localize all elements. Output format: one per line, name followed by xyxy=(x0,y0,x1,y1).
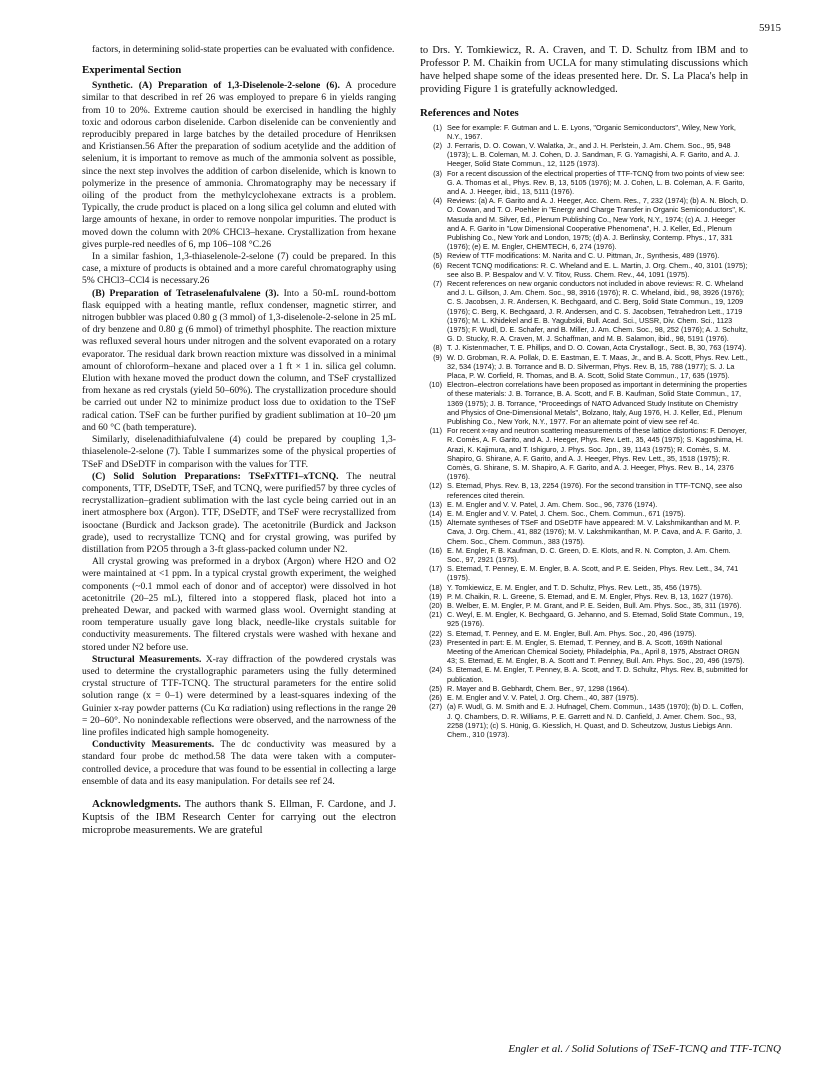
reference-number: (23) xyxy=(429,637,442,647)
intro-paragraph: factors, in determining solid-state properties can be evaluated with confidence. xyxy=(92,44,395,55)
reference-text: W. D. Grobman, R. A. Pollak, D. E. Eastman, E. T. Maas, Jr., and B. A. Scott, Phys. Rev. Lett., 32, 534 (1974); J. B. Torrance and B. D. Silverman, Phys. Rev. B, 15, 788 (1977); S. J. La Placa, P. W. Corfield, R. Thomas, and B. A. Scott, Solid State Commun., 17, 635 (1975). xyxy=(447,352,748,380)
synthetic-text: A procedure similar to that described in ref 26 was employed to prepare 6 in yields ranging from 10 to 20%. Extreme caution should be exercised in handling the highly toxic and odorous carbon diselenide. Carbon diselenide can be conveniently and reproducibly prepared in large batches by the detailed procedure of Henriksen and Kristiansen.56 After the preparation of sodium acetylide and the addition of selenium, it is important to remove as much of the ammonia solvent as possible, since the next step involves the addition of carbon diselenide, which is known to polymerize in the presence of ammonia. Chromatography may be necessary if oiling of the product from the methylcyclohexane extracts is a problem. Typically, the crude product is placed on a long silica gel column and eluted with large amounts of hexane, in order to remove nonpolar impurities. The product is moved down the column with 20% CHCl3–hexane. Crystallization from hexane gives purple-red needles of 6, mp 106–108 °C.26 xyxy=(82,80,396,250)
reference-number: (25) xyxy=(429,683,442,693)
reference-item xyxy=(420,169,748,197)
conductivity-text: The dc conductivity was measured by a standard four probe dc method.58 The data were taken with a computer-controlled device, a procedure that was found to be essential in collecting a large ensemble of data and its easy manipulation. For details see ref 24. xyxy=(82,739,396,787)
reference-text: C. Weyl, E. M. Engler, K. Bechgaard, G. Jehanno, and S. Etemad, Solid State Commun., 19, 925 (1976). xyxy=(447,610,744,629)
structural-lead: Structural Measurements. xyxy=(92,653,202,665)
reference-text: Electron–electron correlations have been proposed as important in determining the properties of these materials: J. B. Torrance, B. A. Scott, and F. B. Kaufman, Solid State Commun., 17, 1369 (1975); J. B. Torrance, "Proceedings of NATO Advanced Study Institute on Chemistry and Physics of One-Dimensional Metals", Bolzano, Italy, Aug 1976, H. J. Keller, Ed., Plenum Publishing Co., New York, N.Y., 1977. For an alternate point of view see ref 4c. xyxy=(447,380,747,426)
reference-text: For recent x-ray and neutron scattering measurements of these lattice distortions: F. Denoyer, R. Comès, A. F. Garito, and A. J. Heeger, Phys. Rev. Lett., 35, 445 (1975); S. Kagoshima, H. Arazi, K. Kajimura, and T. Ishiguro, J. Phys. Soc. Jpn., 39, 1143 (1975); R. Comès, S. M. Shapiro, G. Shirane, A. F. Garito, and A. J. Heeger, Phys. Rev. Lett., 35, 1518 (1975); R. Comès, G. Shirane, S. M. Shapiro, A. F. Garito, and A. J. Heeger, Phys. Rev. B., 14, 2376 (1976). xyxy=(447,426,747,482)
reference-item xyxy=(420,141,748,169)
reference-number: (11) xyxy=(429,426,442,436)
reference-item xyxy=(420,638,748,666)
reference-text: S. Etemad, E. M. Engler, T. Penney, B. A. Scott, and T. D. Schultz, Phys. Rev. B, submitted for publication. xyxy=(447,665,748,684)
reference-text: S. Etemad, T. Penney, and E. M. Engler, Bull. Am. Phys. Soc., 20, 496 (1975). xyxy=(447,628,697,638)
reference-item xyxy=(420,665,748,683)
reference-number: (15) xyxy=(429,518,442,528)
reference-item xyxy=(420,684,748,693)
reference-number: (6) xyxy=(433,260,442,270)
tsef-paragraph xyxy=(82,288,396,434)
reference-number: (16) xyxy=(429,545,442,555)
reference-item xyxy=(420,481,748,499)
right-column xyxy=(420,44,748,739)
reference-item xyxy=(420,601,748,610)
left-column xyxy=(82,44,396,847)
reference-number: (2) xyxy=(433,140,442,150)
reference-text: P. M. Chaikin, R. L. Greene, S. Etemad, and E. M. Engler, Phys. Rev. B, 13, 1627 (1976). xyxy=(447,591,733,601)
reference-text: See for example: F. Gutman and L. E. Lyons, "Organic Semiconductors", Wiley, New York, N.Y., 1967. xyxy=(447,122,736,141)
references-list xyxy=(420,123,748,740)
running-footer: Engler et al. / Solid Solutions of TSeF-TCNQ and TTF-TCNQ xyxy=(508,1043,781,1055)
reference-item xyxy=(420,564,748,582)
acknowledgments-text: The authors thank S. Ellman, F. Cardone, and J. Kuptsis of the IBM Research Center for carrying out the electron microprobe measurements. We are grateful xyxy=(82,798,396,836)
reference-number: (19) xyxy=(429,591,442,601)
references-heading: References and Notes xyxy=(420,106,519,119)
reference-text: E. M. Engler and V. V. Patel, J. Am. Chem. Soc., 96, 7376 (1974). xyxy=(447,499,658,509)
reference-number: (22) xyxy=(429,628,442,638)
reference-item xyxy=(420,610,748,628)
reference-text: R. Mayer and B. Gebhardt, Chem. Ber., 97, 1298 (1964). xyxy=(447,683,630,693)
reference-item xyxy=(420,279,748,343)
reference-item xyxy=(420,353,748,381)
dsedtf-paragraph: Similarly, diselenadithiafulvalene (4) could be prepared by coupling 1,3-thiaselenole-2-selone (7). Table I summarizes some of the physical properties of TSeF and DSeDTF in comparison with the values for TTF. xyxy=(82,434,396,470)
reference-item xyxy=(420,702,748,739)
reference-item xyxy=(420,343,748,352)
page-number: 5915 xyxy=(759,22,781,34)
reference-item xyxy=(420,693,748,702)
reference-item xyxy=(420,500,748,509)
reference-number: (17) xyxy=(429,564,442,574)
reference-text: Review of TTF modifications: M. Narita and C. U. Pittman, Jr., Synthesis, 489 (1976). xyxy=(447,251,720,261)
reference-text: For a recent discussion of the electrical properties of TTF-TCNQ from two points of view see: G. A. Thomas et al., Phys. Rev. B, 13, 5105 (1976); M. J. Cohen, L. B. Coleman, A. F. Garito, and A. J. Heeger, ibid., 13, 5111 (1976). xyxy=(447,168,745,196)
reference-item xyxy=(420,518,748,546)
reference-text: J. Ferraris, D. O. Cowan, V. Walatka, Jr., and J. H. Perlstein, J. Am. Chem. Soc., 95, 948 (1973); L. B. Coleman, M. J. Cohen, D. J. Sandman, F. G. Yamagishi, A. F. Garito, and A. J. Heeger, Solid State Commun., 12, 1125 (1973). xyxy=(447,140,740,169)
synthetic-paragraph xyxy=(82,80,396,251)
reference-item xyxy=(420,251,748,260)
reference-number: (13) xyxy=(429,499,442,509)
reference-item xyxy=(420,261,748,279)
reference-number: (21) xyxy=(429,610,442,620)
acknowledgments-lead: Acknowledgments. xyxy=(92,797,181,810)
reference-text: B. Welber, E. M. Engler, P. M. Grant, and P. E. Seiden, Bull. Am. Phys. Soc., 35, 311 (1976). xyxy=(447,601,742,611)
reference-text: S. Etemad, T. Penney, E. M. Engler, B. A. Scott, and P. E. Seiden, Phys. Rev. Lett., 34, 741 (1975). xyxy=(447,564,739,583)
reference-number: (18) xyxy=(429,582,442,592)
reference-text: Reviews: (a) A. F. Garito and A. J. Heeger, Acc. Chem. Res., 7, 232 (1974); (b) A. N. Bloch, D. O. Cowan, and T. O. Poehler in "Energy and Charge Transfer in Organic Semiconductors", K. Masuda and M. Silver, Ed., Plenum Publishing Co., New York, N.Y., 1974; (c) A. J. Heeger and A. F. Garito in "Low Dimensional Cooperative Phenomena", H. J. Keller, Ed., Plenum Publishing Co., New York and London, 1975; (d) A. J. Berlinsky, Contemp. Phys., 17, 331 (1976); (e) E. M. Engler, CHEMTECH, 6, 274 (1976). xyxy=(447,196,749,252)
reference-text: E. M. Engler and V. V. Patel, J. Chem. Soc., Chem. Commun., 671 (1975). xyxy=(447,509,686,519)
reference-number: (9) xyxy=(433,352,442,362)
structural-text: X-ray diffraction of the powdered crystals was used to determine the crystallographic parameters using the fully determined crystal structure of TTF-TCNQ. The structural parameters for the entire solid solution range (x = 0–1) were determined by a least-squares indexing of the Guinier x-ray powder patterns (Cu Kα radiation) using reflections in the range 2θ = 20–60°. No nonindexable reflections were observed, and the narrowness of the line profiles indicated high sample homogeneity. xyxy=(82,653,397,738)
reference-number: (7) xyxy=(433,278,442,288)
solid-solution-lead: (C) Solid Solution Preparations: TSeFxTTF1–xTCNQ. xyxy=(92,470,339,482)
thiaselenole-paragraph: In a similar fashion, 1,3-thiaselenole-2-selone (7) could be prepared. In this case, a mixture of products is obtained and a more careful chromatography using 5% CHCl3–CCl4 is necessary.26 xyxy=(82,251,396,287)
reference-text: (a) F. Wudl, G. M. Smith and E. J. Hufnagel, Chem. Commun., 1435 (1970); (b) D. L. Coffen, J. Q. Chambers, D. R. Williams, P. E. Garrett and N. D. Canfield, J. Amer. Chem. Soc., 93, 2258 (1971); (c) S. Hünig, G. Kiesslich, H. Quast, and D. Scheutzow, Justus Liebigs Ann. Chem., 310 (1973). xyxy=(447,702,744,739)
reference-item xyxy=(420,509,748,518)
conductivity-lead: Conductivity Measurements. xyxy=(92,739,215,751)
tsef-lead: (B) Preparation of Tetraselenafulvalene (3). xyxy=(92,287,279,299)
reference-item xyxy=(420,546,748,564)
reference-item xyxy=(420,592,748,601)
reference-text: S. Etemad, Phys. Rev. B, 13, 2254 (1976). For the second transition in TTF-TCNQ, see also references cited therein. xyxy=(447,481,743,500)
conductivity-paragraph xyxy=(82,739,396,788)
structural-paragraph xyxy=(82,654,396,739)
experimental-heading: Experimental Section xyxy=(82,64,182,77)
reference-item xyxy=(420,123,748,141)
reference-item xyxy=(420,196,748,251)
reference-number: (10) xyxy=(429,380,442,390)
reference-number: (12) xyxy=(429,481,442,491)
reference-number: (1) xyxy=(433,122,442,132)
solid-solution-text: The neutral components, TTF, DSeDTF, TSeF, and TCNQ, were purified57 by three cycles of recrystallization–gradient sublimation with the last cycle being carried out in an inert atmosphere box (Argon). TTF, DSeDTF, and TSeF were recrystallized from isooctane (Burdick and Jackson grade). The acetonitrile (Burdick and Jackson grade), used to recrystallize TCNQ and for crystal growing, was purifed by distillation from P2O5 through a 3-ft glass-packed column under N2. xyxy=(82,470,396,555)
synthetic-lead: Synthetic. (A) Preparation of 1,3-Diselenole-2-selone (6). xyxy=(92,80,340,92)
reference-number: (27) xyxy=(429,702,442,712)
reference-number: (14) xyxy=(429,509,442,519)
reference-text: E. M. Engler, F. B. Kaufman, D. C. Green, D. E. Klots, and R. N. Compton, J. Am. Chem. Soc., 97, 2921 (1975). xyxy=(447,545,731,565)
tsef-text: Into a 50-mL round-bottom flask equipped with a heating mantle, reflux condenser, magnetic stirrer, and nitrogen bubbler was placed 0.80 g (3 mmol) of 1,3-diselenole-2-selone in 25 mL of dry benzene and 0.80 g (6 mmol) of trimethyl phosphite. The reaction mixture was refluxed several hours under nitrogen and the solvent evaporated on a rotary evaporator. The residual dark brown reaction mixture was dissolved in a minimal amount of chloroform–hexane and placed over a 1 ft × 1 in. silica gel column. Elution with hexane moved the product down the column, and TSeF crystallized from hexane as red crystals (yield 50–60%). The crystallization procedure should be carried out under N2 to minimize product loss due to oxidation to the TSeF radical cation. TSeF can be further purified by gradient sublimation at 10–20 μm and 60 °C (bath temperature). xyxy=(82,287,396,433)
reference-item xyxy=(420,583,748,592)
crystal-growth-paragraph: All crystal growing was preformed in a drybox (Argon) where H2O and O2 were maintained at <1 ppm. In a typical crystal growth experiment, the weighed components (~0.1 mmol each of donor and of acceptor) were dissolved in hot acetonitrile (20–25 mL), filtered into a stoppered flask, placed hot into a preheated Dewar, and packed with warmed glass wool. Overnight standing at room temperature usually gave long black, needle-like crystals suitable for conductivity measurements. The filtered crystals were washed with hexane and stored under N2 before use. xyxy=(82,556,396,653)
reference-number: (20) xyxy=(429,601,442,611)
acknowledgments-continued: to Drs. Y. Tomkiewicz, R. A. Craven, and T. D. Schultz from IBM and to Professor P. M. Chaikin from UCLA for many stimulating discussions which have helped shape some of the ideas presented here. Dr. S. La Placa's help in providing Figure 1 is gratefully acknowledged. xyxy=(420,45,748,95)
reference-text: Recent references on new organic conductors not included in above reviews: R. C. Wheland and J. L. Gillson, J. Am. Chem. Soc., 98, 3916 (1976); R. C. Wheland, ibid., 98, 3926 (1976); C. S. Jacobsen, J. R. Andersen, K. Bechgaard, and C. Berg, Solid State Commun., 19, 1209 (1976); C. Berg, K. Bechgaard, J. R. Andersen, and C. S. Jacobsen, Tetrahedron Lett., 1719 (1976); M. L. Khidekel and E. B. Yagubskii, Bull. Acad. Sci., USSR, Div. Chem. Sci., 1123 (1975); F. Wudl, D. E. Schafer, and B. Miller, J. Am. Chem. Soc., 98, 252 (1976); A. J. Schultz, G. D. Stucky, R. A. Craven, M. J. Schaffman, and M. B. Salamon, ibid., 98, 5191 (1976). xyxy=(447,278,748,344)
reference-number: (3) xyxy=(433,168,442,178)
reference-item xyxy=(420,426,748,481)
reference-number: (4) xyxy=(433,196,442,206)
reference-text: E. M. Engler and V. V. Patel, J. Org. Chem., 40, 387 (1975). xyxy=(447,693,639,703)
reference-number: (5) xyxy=(433,251,442,261)
reference-number: (24) xyxy=(429,665,442,675)
reference-number: (26) xyxy=(429,693,442,703)
acknowledgments-paragraph xyxy=(82,798,396,837)
reference-text: T. J. Kistenmacher, T. E. Phillips, and D. O. Cowan, Acta Crystallogr., Sect. B, 30, 763 (1974). xyxy=(447,343,747,353)
reference-item xyxy=(420,629,748,638)
reference-text: Recent TCNQ modifications: R. C. Wheland and E. L. Martin, J. Org. Chem., 40, 3101 (1975); see also B. P. Bespalov and V. V. Titov, Russ. Chem. Rev., 44, 1091 (1975). xyxy=(447,260,748,279)
reference-text: Alternate syntheses of TSeF and DSeDTF have appeared: M. V. Lakshmikanthan and M. P. Cava, J. Org. Chem., 41, 882 (1976); M. V. Lakshmikanthan, M. P. Cava, and A. F. Garito, J. Chem. Soc., Chem. Commun., 383 (1975). xyxy=(447,518,742,546)
reference-item xyxy=(420,380,748,426)
reference-text: Y. Tomkiewicz, E. M. Engler, and T. D. Schultz, Phys. Rev. Lett., 35, 456 (1975). xyxy=(447,582,702,592)
reference-number: (8) xyxy=(433,343,442,353)
solid-solution-paragraph xyxy=(82,471,396,556)
reference-text: Presented in part: E. M. Engler, S. Etemad, T. Penney, and B. A. Scott, 169th National Meeting of the American Chemical Society, Philadelphia, Pa., April 8, 1975, Abstract ORGN 43; S. Etemad, E. M. Engler, B. A. Scott and T. Penney, Bull. Am. Phys. Soc., 20, 496 (1975). xyxy=(447,637,745,666)
